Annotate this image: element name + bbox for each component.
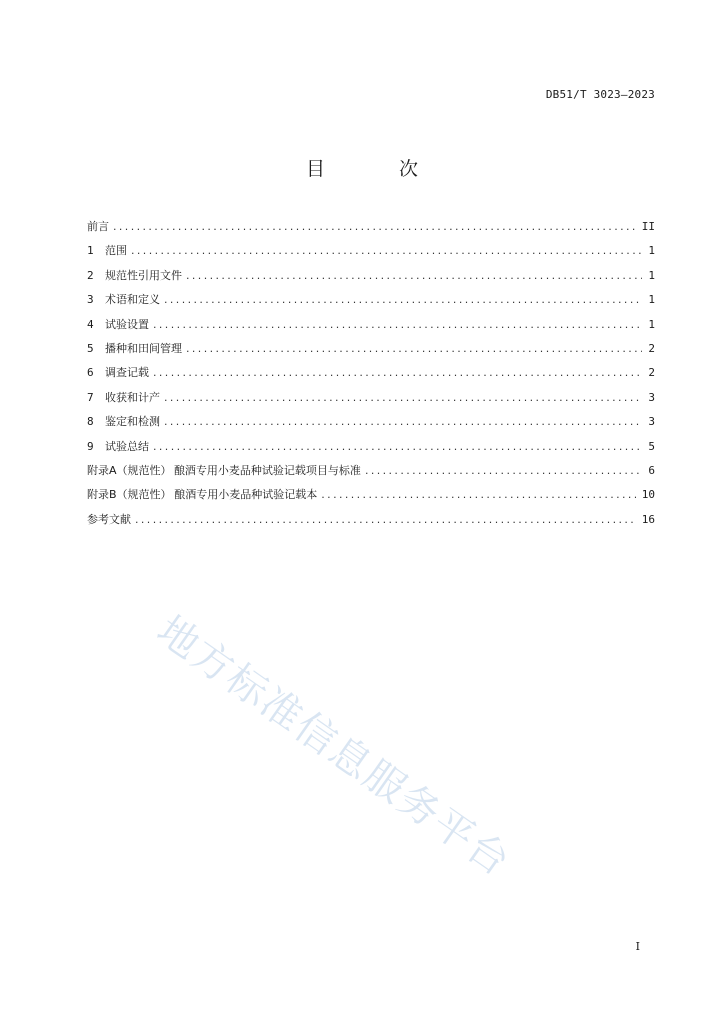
toc-leader-dots: [186, 342, 642, 355]
toc-leader-dots: [153, 440, 642, 453]
toc-entry-page: 2: [648, 366, 655, 380]
toc-entry-number: 3: [87, 293, 94, 307]
toc-entry-number: 9: [87, 439, 94, 453]
toc-entry-references[interactable]: [87, 511, 655, 535]
toc-entry-label: 酿酒专用小麦品种试验记载项目与标准: [173, 463, 361, 477]
toc-entry-page: 1: [648, 293, 655, 307]
toc-entry-appendix-a[interactable]: [87, 462, 655, 486]
toc-entry-label: 术语和定义: [105, 293, 160, 307]
toc-entry-number: 2: [87, 268, 94, 282]
toc-entry-label: 试验设置: [105, 317, 149, 331]
toc-entry-8[interactable]: [87, 413, 655, 437]
toc-leader-dots: [164, 415, 642, 428]
toc-entry-label: 规范性引用文件: [105, 268, 182, 282]
toc-leader-dots: [113, 220, 636, 233]
toc-entry-1[interactable]: [87, 242, 655, 266]
toc-entry-number: 7: [87, 390, 94, 404]
page-title: 目 次: [305, 158, 453, 180]
toc-entry-label: 试验总结: [105, 439, 149, 453]
toc-leader-dots: [164, 391, 642, 404]
standard-code: DB51/T 3023—2023: [545, 88, 655, 101]
toc-leader-dots: [131, 244, 642, 257]
toc-entry-page: 3: [648, 415, 655, 429]
toc-entry-number: 4: [87, 317, 94, 331]
toc-entry-label: 收获和计产: [105, 390, 160, 404]
table-of-contents: [87, 218, 655, 535]
toc-leader-dots: [321, 488, 635, 501]
toc-entry-page: 5: [648, 439, 655, 453]
toc-entry-page: 1: [648, 244, 655, 258]
toc-leader-dots: [186, 269, 642, 282]
toc-entry-page: 16: [641, 512, 655, 526]
toc-entry-7[interactable]: [87, 389, 655, 413]
toc-entry-label: 播种和田间管理: [105, 341, 182, 355]
toc-entry-label: 酿酒专用小麦品种试验记载本: [174, 488, 318, 502]
toc-entry-9[interactable]: [87, 438, 655, 462]
toc-leader-dots: [153, 366, 642, 379]
toc-entry-2[interactable]: [87, 267, 655, 291]
toc-entry-6[interactable]: [87, 364, 655, 388]
toc-entry-5[interactable]: [87, 340, 655, 364]
toc-entry-number: 附录B（规范性）: [87, 488, 172, 502]
toc-entry-label: 调查记载: [105, 366, 149, 380]
toc-entry-label: 参考文献: [87, 512, 131, 526]
toc-leader-dots: [365, 464, 642, 477]
toc-entry-4[interactable]: [87, 316, 655, 340]
toc-entry-appendix-b[interactable]: [87, 486, 655, 510]
toc-entry-page: 3: [648, 390, 655, 404]
toc-entry-page: 1: [648, 268, 655, 282]
toc-entry-number: 1: [87, 244, 94, 258]
toc-entry-number: 5: [87, 341, 94, 355]
toc-entry-number: 附录A（规范性）: [87, 463, 172, 477]
toc-leader-dots: [153, 318, 642, 331]
toc-entry-number: 8: [87, 415, 94, 429]
page-number: I: [635, 940, 640, 953]
toc-leader-dots: [164, 293, 642, 306]
toc-entry-page: 6: [648, 463, 655, 477]
toc-entry-page: II: [641, 220, 655, 233]
toc-entry-3[interactable]: [87, 291, 655, 315]
toc-entry-page: 10: [641, 488, 655, 502]
toc-entry-foreword[interactable]: [87, 218, 655, 242]
toc-entry-page: 2: [648, 341, 655, 355]
toc-entry-number: 6: [87, 366, 94, 380]
toc-entry-page: 1: [648, 317, 655, 331]
toc-entry-label: 前言: [87, 220, 109, 233]
toc-leader-dots: [135, 513, 636, 526]
watermark: 地方标准信息服务平台: [148, 607, 519, 886]
toc-entry-label: 鉴定和检测: [105, 415, 160, 429]
toc-entry-label: 范围: [105, 244, 127, 258]
